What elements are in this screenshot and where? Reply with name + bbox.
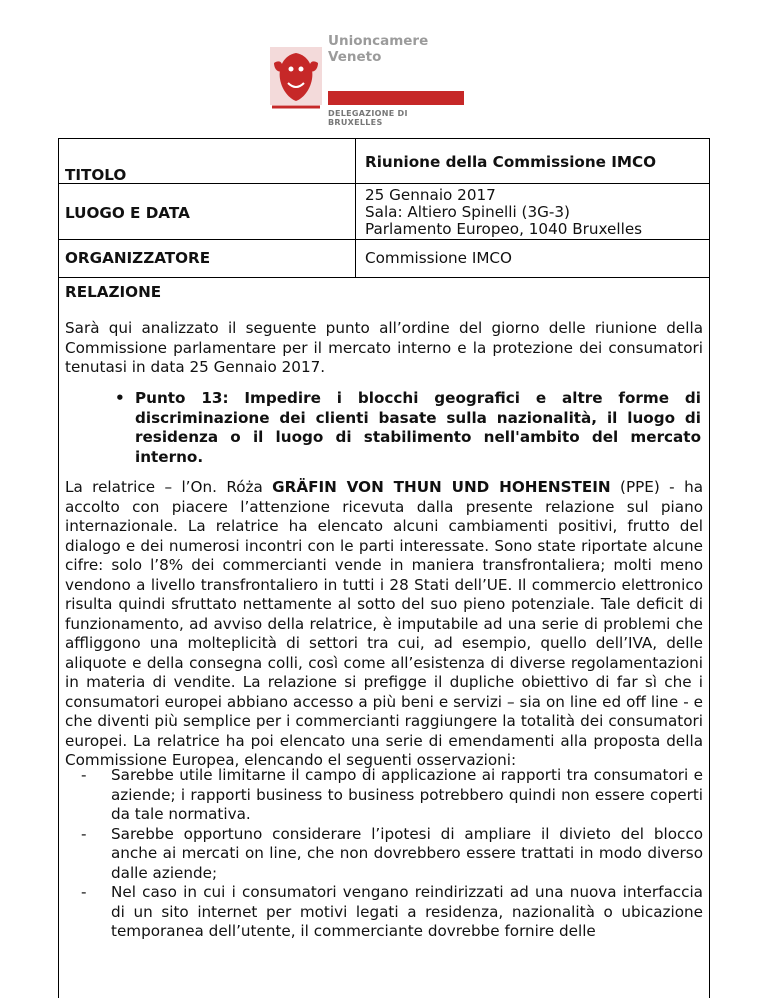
brand-stripe [328,91,464,105]
main-paragraph-body: (PPE) - ha accolto con piacere l’attenzione ricevuta dalla presente relazione sul piano internazionale. La relatrice ha elencato alcuni cambiamenti positivi, frutto del dialogo e dei numerosi incontri con le parti interessate. Sono state riportate alcune cifre: solo l’8% dei commercianti vende in maniera transfrontaliera; molti meno vendono a livello transfrontaliero in tutti i 28 Stati dell’UE. Il commercio elettronico risulta quindi sfruttato nettamente al sotto del suo pieno potenziale. Tale deficit di funzionamento, ad avviso della relatrice, è imputabile ad una serie di problemi che affliggono una molteplicità di settori tra cui, ad esempio, quello dell’IVA, delle aliquote e della consegna colli, così come all’esistenza di diverse regolamentazioni in materia di vendite. La relazione si prefigge il dupliche obiettivo di far sì che i consumatori europei abbiano accesso a più beni e servizi – sia on line ed off line - e che diventi più semplice per i commercianti raggiungere la totalità dei consumatori europei. La relatrice ha poi elencato una serie di emendamenti alla proposta della Commissione Europea, elencando el seguenti osservazioni: [65,478,703,769]
dash-marker: - [81,824,87,843]
list-item [81,766,703,825]
list-item-text: Sarebbe utile limitarne il campo di applicazione ai rapporti tra consumatori e aziende; i rapporti business to business potrebbero quindi non essere coperti da tale normativa. [111,766,703,823]
agenda-item [115,389,701,467]
title-value: Riunione della Commissione IMCO [365,153,657,171]
brand-subtitle: DELEGAZIONE DI BRUXELLES [328,109,408,127]
list-item-text: Sarebbe opportuno considerare l’ipotesi di ampliare il divieto del blocco anche ai mercati on line, che non dovrebbero essere trattati in modo diverso dalle aziende; [111,824,703,882]
logo [266,33,464,127]
place-date-label: LUOGO E DATA [65,204,190,222]
list-item [81,883,703,942]
list-item-text: Nel caso in cui i consumatori vengano reindirizzati ad una nuova interfaccia di un sito internet per motivi legati a residenza, nazionalità o ubicazione temporanea dell’utente, il commerciante dovrebbe fornire delle [111,883,703,940]
title-label: TITOLO [65,166,127,184]
rapporteur-name: GRÄFIN VON THUN UND HOHENSTEIN [272,478,611,496]
bullet-icon: • [115,389,125,407]
agenda-item-text: Punto 13: Impedire i blocchi geografici e altre forme di discriminazione dei clienti basate sulla nazionalità, il luogo di residenza o il luogo di stabilimento nell'ambito del mercato interno. [135,389,701,466]
observations-list [81,766,703,942]
intro-paragraph: Sarà qui analizzato il seguente punto all’ordine del giorno delle riunione della Commissione parlamentare per il mercato interno e la protezione dei consumatori tenutasi in data 25 Gennaio 2017. [65,319,703,376]
main-paragraph [65,478,703,771]
brand-name-line2: Veneto [328,49,382,65]
main-paragraph-intro: La relatrice – l’On. Róża [65,478,273,496]
place-date-value [365,187,642,238]
brand-name-line1: Unioncamere [328,33,429,49]
organizer-value: Commissione IMCO [365,249,512,267]
info-table [58,138,710,998]
dash-marker: - [81,766,87,784]
dash-marker: - [81,883,87,901]
winged-lion-emblem-icon [266,33,326,121]
table-row-organizer [59,240,709,278]
table-row-place-date [59,184,709,240]
table-row-title [59,139,709,184]
place-date-line3: Parlamento Europeo, 1040 Bruxelles [365,220,643,238]
organizer-label: ORGANIZZATORE [65,249,211,267]
list-item [81,825,703,884]
place-date-line1: 25 Gennaio 2017 [365,186,496,204]
section-heading: RELAZIONE [65,283,162,301]
place-date-line2: Sala: Altiero Spinelli (3G-3) [365,203,570,221]
brand-name [328,33,428,65]
